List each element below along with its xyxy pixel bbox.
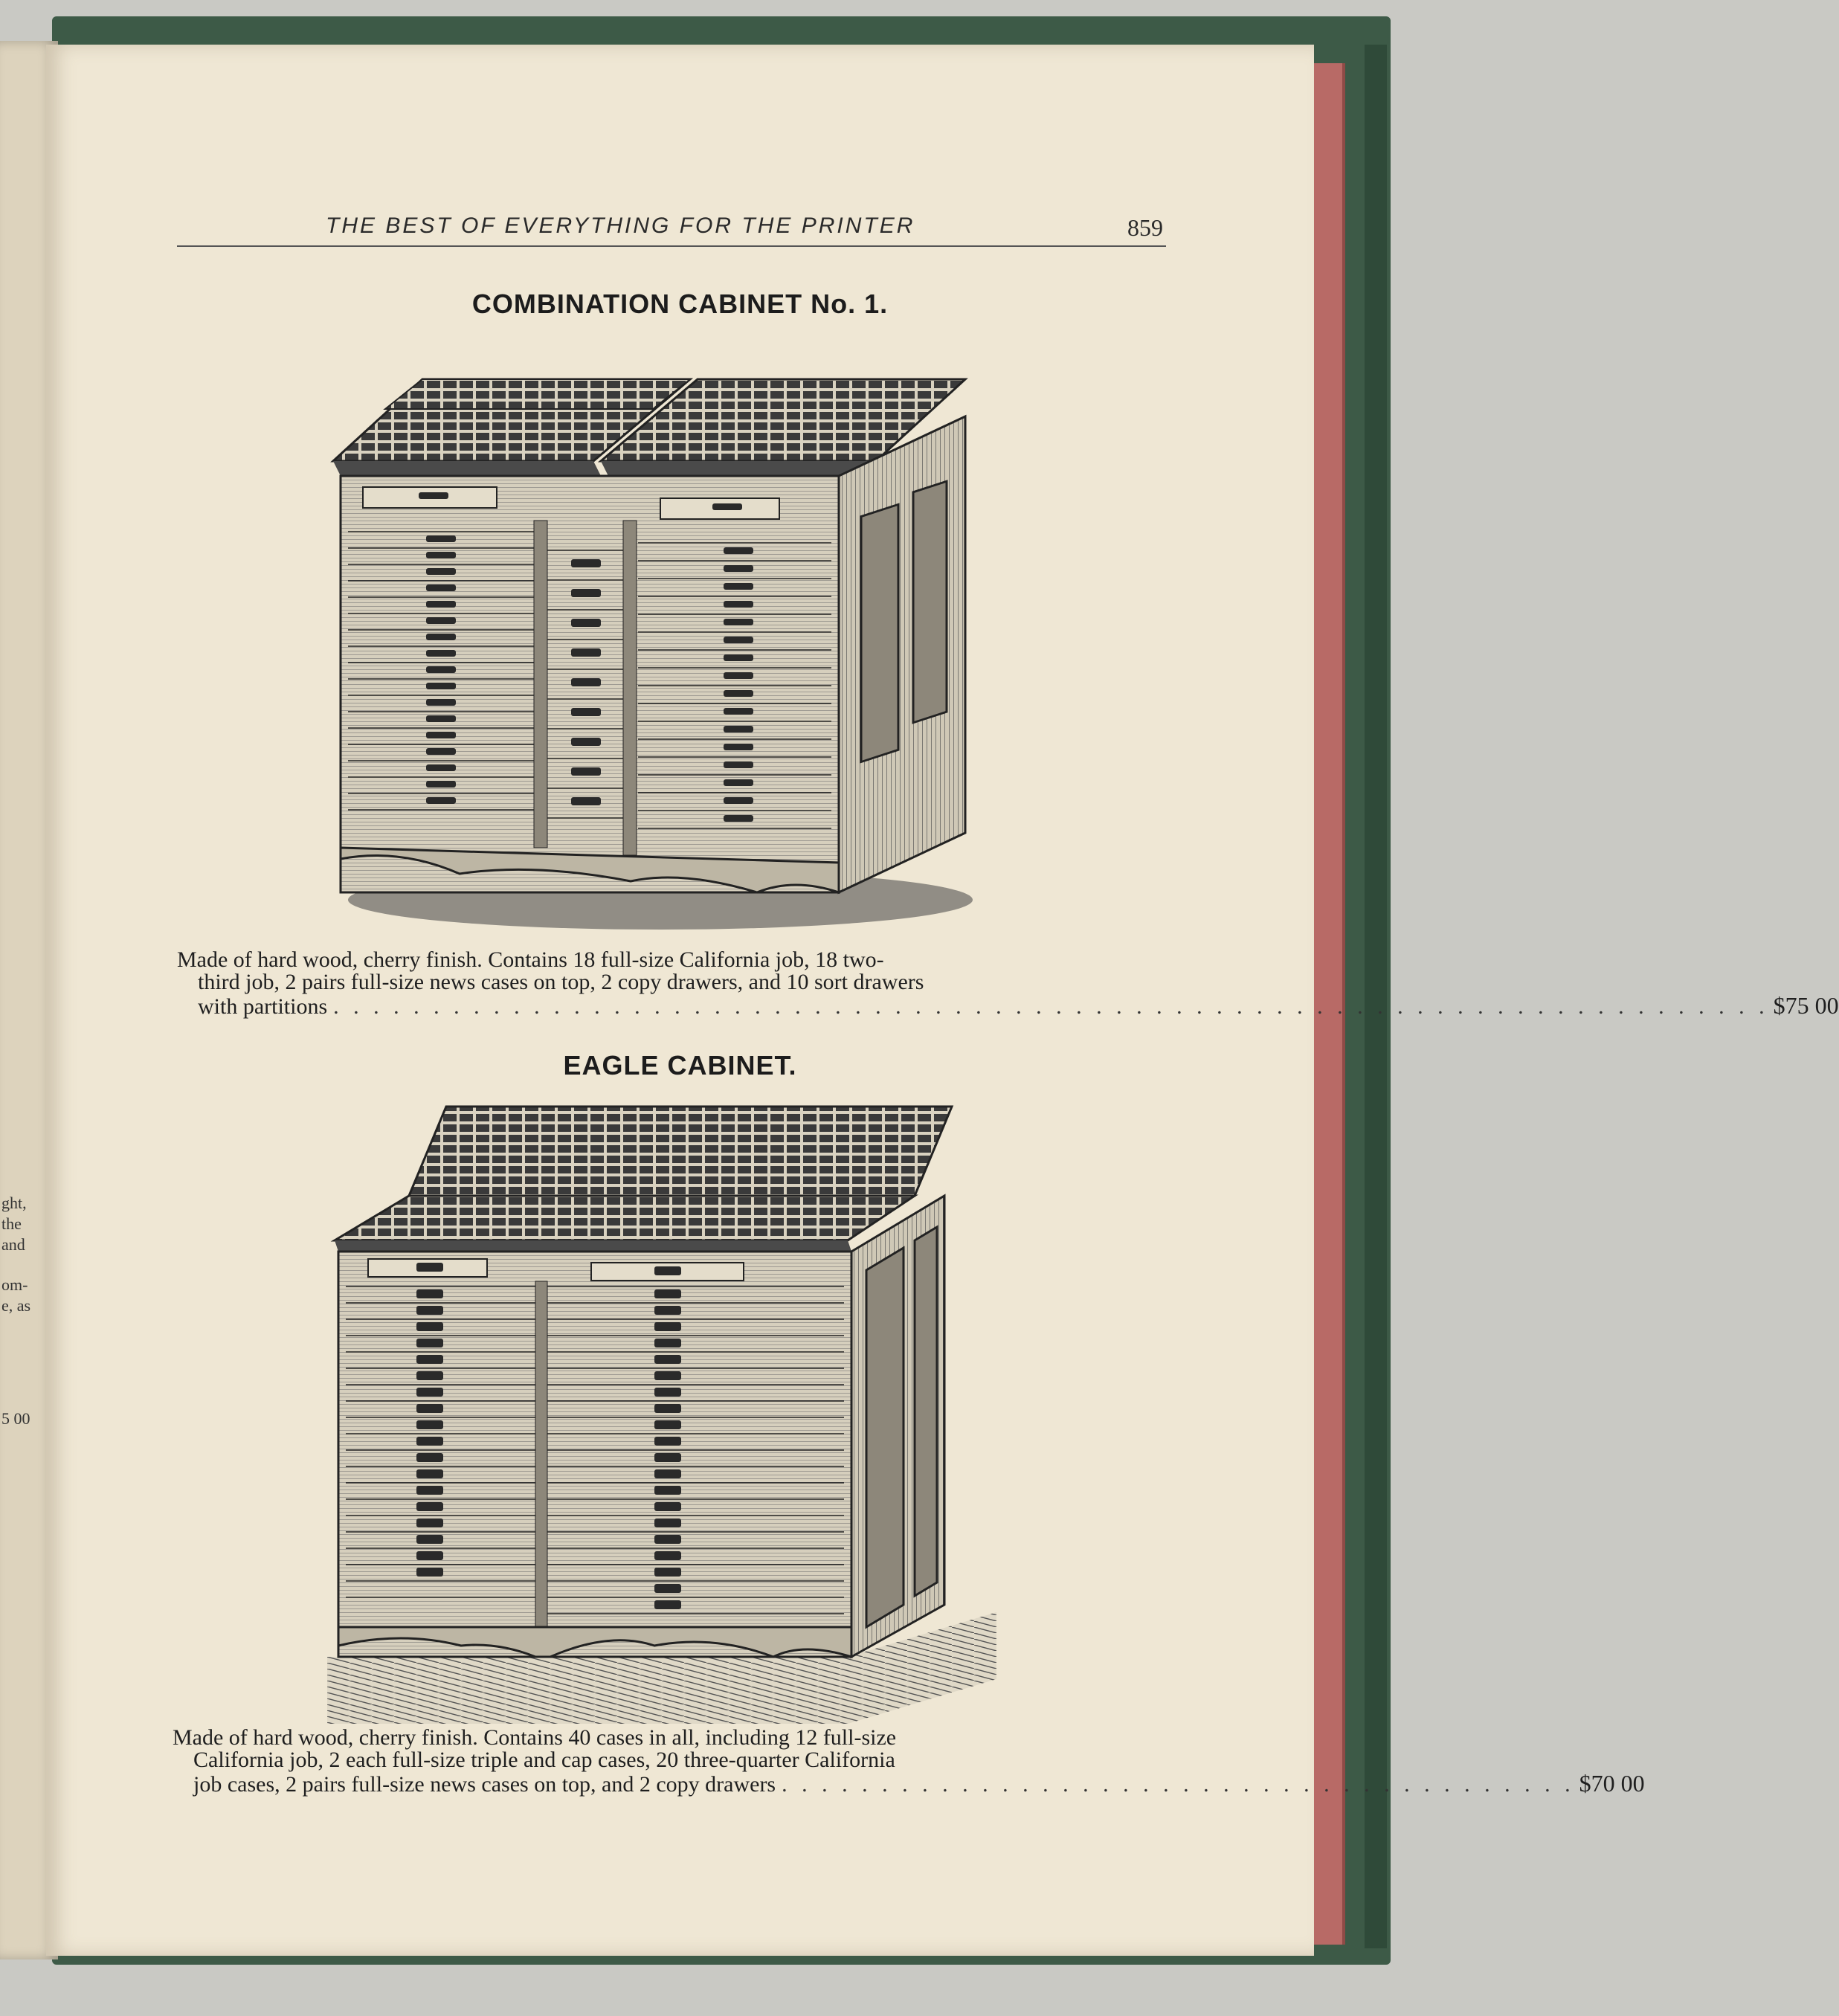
eagle-cabinet-illustration — [327, 1092, 996, 1724]
left-page-fragment: and — [1, 1235, 25, 1254]
description-line: Made of hard wood, cherry finish. Contains 40 cases in all, including 12 full-size — [173, 1725, 897, 1750]
left-page-fragment: the — [1, 1214, 22, 1233]
price-line — [177, 992, 1839, 1019]
left-page-fragment: 5 00 — [1, 1409, 30, 1428]
left-page-fragment: ght, — [1, 1194, 27, 1212]
left-page-fragment: e, as — [1, 1296, 31, 1315]
running-title: THE BEST OF EVERYTHING FOR THE PRINTER — [326, 213, 915, 238]
description-line: Made of hard wood, cherry finish. Contains 18 full-size California job, 18 two- — [177, 947, 884, 972]
dot-leader: . . . . . . . . . . . . . . . . . . . . . . . . . . . . . . . . . . . . . . . . . . . . . . . . . . . . . . . . . . . . . . . . . . . . . . . . — [333, 994, 1769, 1019]
description-line: with partitions — [198, 994, 328, 1019]
catalog-page — [46, 45, 1839, 1956]
running-head — [177, 171, 1166, 247]
item-description-combination-cabinet — [177, 947, 1839, 1019]
price-line — [173, 1770, 1645, 1797]
item-description-eagle-cabinet — [173, 1725, 1645, 1797]
dot-leader: . . . . . . . . . . . . . . . . . . . . . . . . . . . . . . . . . . . . . . . . — [782, 1772, 1575, 1797]
item-price: $75 00 — [1773, 992, 1839, 1019]
combination-cabinet-illustration — [311, 327, 1017, 937]
item-price: $70 00 — [1579, 1770, 1645, 1797]
item-heading-eagle-cabinet: EAGLE CABINET. — [563, 1050, 797, 1081]
description-line: California job, 2 each full-size triple and cap cases, 20 three-quarter California — [193, 1748, 895, 1772]
description-line: third job, 2 pairs full-size news cases on top, 2 copy drawers, and 10 sort drawers — [198, 970, 924, 994]
description-line: job cases, 2 pairs full-size news cases on top, and 2 copy drawers — [193, 1772, 776, 1797]
page-number: 859 — [1127, 214, 1163, 241]
left-page-fragment: om- — [1, 1275, 28, 1294]
item-heading-combination-cabinet: COMBINATION CABINET No. 1. — [471, 289, 889, 319]
